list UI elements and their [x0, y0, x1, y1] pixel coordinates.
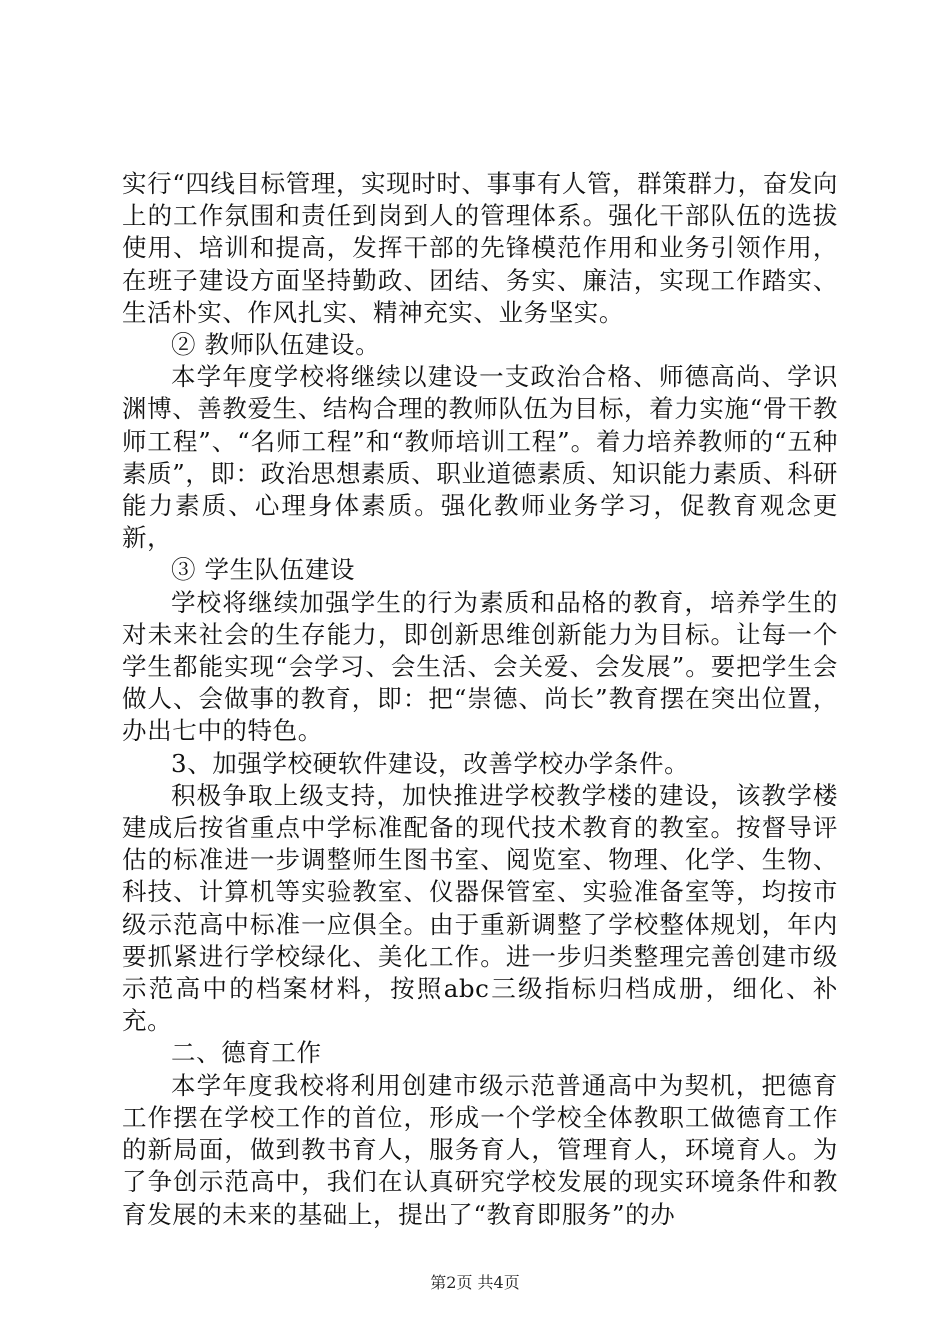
paragraph-student-team: 学校将继续加强学生的行为素质和品格的教育，培养学生的对未来社会的生存能力，即创新思维创新能力为目标。让每一个学生都能实现“会学习、会生活、会关爱、会发展”。要把学生会做人、会做事的教育，即：把“崇德、尚长”教育摆在突出位置，办出七中的特色。 — [122, 587, 838, 746]
page-footer: 第2页 共4页 — [430, 1273, 520, 1292]
paragraph-facilities: 积极争取上级支持，加快推进学校教学楼的建设，该教学楼建成后按省重点中学标准配备的现代技术教育的教室。按督导评估的标准进一步调整师生图书室、阅览室、物理、化学、生物、科技、计算机等实验教室、仪器保管室、实验准备室等，均按市级示范高中标准一应俱全。由于重新调整了学校整体规划，年内要抓紧进行学校绿化、美化工作。进一步归类整理完善创建市级示范高中的档案材料，按照abc三级指标归档成册，细化、补充。 — [122, 780, 838, 1036]
heading-student-team: ③ 学生队伍建设 — [171, 555, 356, 585]
paragraph-management-system: 实行“四线目标管理，实现时时、事事有人管，群策群力，奋发向上的工作氛围和责任到岗到人的管理体系。强化干部队伍的选拔使用、培训和提高，发挥干部的先锋模范作用和业务引领作用，在班子建设方面坚持勤政、团结、务实、廉洁，实现工作踏实、生活朴实、作风扎实、精神充实、业务坚实。 — [122, 169, 838, 327]
paragraph-teacher-team: 本学年度学校将继续以建设一支政治合格、师德高尚、学识渊博、善教爱生、结构合理的教师队伍为目标，着力实施“骨干教师工程”、“名师工程”和“教师培训工程”。着力培养教师的“五种素质”，即：政治思想素质、职业道德素质、知识能力素质、科研能力素质、心理身体素质。强化教师业务学习，促教育观念更新， — [122, 362, 838, 553]
paragraph-moral-education: 本学年度我校将利用创建市级示范普通高中为契机，把德育工作摆在学校工作的首位，形成一个学校全体教职工做德育工作的新局面，做到教书育人，服务育人，管理育人，环境育人。为了争创示范高中，我们在认真研究学校发展的现实环境条件和教育发展的未来的基础上，提出了“教育即服务”的办 — [122, 1070, 838, 1229]
document-body — [122, 168, 838, 1231]
heading-facilities: 3、加强学校硬软件建设，改善学校办学条件。 — [171, 748, 690, 778]
heading-teacher-team: ② 教师队伍建设。 — [171, 330, 381, 360]
heading-moral-education: 二、德育工作 — [171, 1038, 322, 1068]
